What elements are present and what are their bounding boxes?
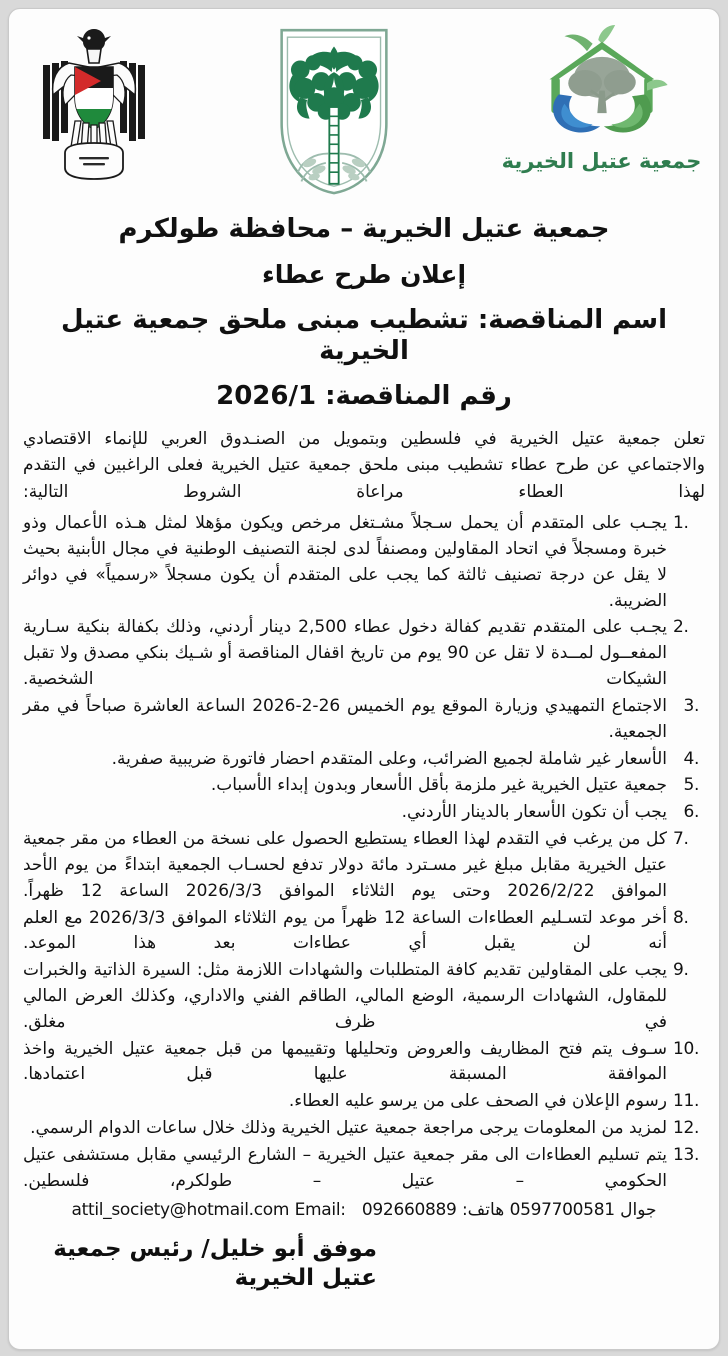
condition-item: يجب أن تكون الأسعار بالدينار الأردني. (401, 802, 667, 823)
phone-value: 092660889 (361, 1199, 457, 1220)
palestine-emblem-logo (35, 23, 153, 188)
mobile-label: جوال (620, 1199, 657, 1220)
heading-announcement: إعلان طرح عطاء (261, 259, 467, 289)
intro-paragraph: تعلن جمعية عتيل الخيرية في فلسطين وبتمويل من الصنـدوق العربي للإنماء الاقتصادي والاجتماعي عن طرح عطاء تشطيب مبنى ملحق جمعية عتيل الخيرية فعلى الراغبين في التقدم لهذا العطاء مراعاة الشروط التالية: (23, 429, 705, 502)
heading-tender-name: اسم المناقصة: تشطيب مبنى ملحق جمعية عتيل الخيرية (60, 304, 668, 366)
condition-item: يجـب على المتقدم أن يحمل سـجلاً مشـتغل مرخص ويكون مؤهلا لمثل هـذه الأعمال وذو خبرة ومسجلاً في اتحاد المقاولين ومصنفاً لدى لجنة التصنيف الوطنية في مجال الأبنية بحيث لا يقل عن درجة تصنيف ثالثة كما يجب على المتقدم أن يكون مسجلاً «رسمياً» في دوائر الضريبة. (23, 513, 667, 611)
heading-block (21, 213, 707, 412)
announcement-card (8, 8, 720, 1350)
page-title-organization: جمعية عتيل الخيرية – محافظة طولكرم (118, 214, 610, 244)
condition-item: كل من يرغب في التقدم لهذا العطاء يستطيع الحصول على نسخة من العطاء من مقر جمعية عتيل الخيرية مقابل مبلغ غير مسـترد مائة دولار تدفع لحسـاب الجمعية ابتداءً من يوم الأحد الموافق 2026/2/22 وحتى يوم الثلاثاء الموافق 2026/3/3 الساعة 12 ظهراً. (23, 829, 667, 901)
phone-label: هاتف: (461, 1199, 505, 1220)
condition-item: يجـب على المتقدم تقديم كفالة دخول عطاء 2,500 دينار أردني، وذلك بكفالة بنكية سـارية المفعــول لمــدة لا تقل عن 90 يوم من تاريخ اقفال المناقصة أو شـيك بنكي مصدق ولا تقبل الشيكات الشخصية. (23, 617, 668, 690)
arab-fund-logo (259, 23, 409, 198)
condition-item: يتم تسليم العطاءات الى مقر جمعية عتيل الخيرية – الشارع الرئيسي مقابل مستشفى عتيل الحكومي – عتيل – طولكرم، فلسطين. (23, 1144, 667, 1191)
condition-item: الاجتماع التمهيدي وزيارة الموقع يوم الخميس 26-2-2026 الساعة العاشرة صباحاً في مقر الجمعية. (23, 695, 668, 742)
mobile-value: 0597700581 (509, 1199, 615, 1220)
heading-tender-number: رقم المناقصة: 2026/1 (216, 380, 512, 411)
email-label: Email: (294, 1199, 346, 1220)
condition-item: رسوم الإعلان في الصحف على من يرسو عليه العطاء. (288, 1091, 667, 1112)
arab-fund-logo-icon (270, 23, 398, 198)
attil-society-logo-caption: جمعية عتيل الخيرية (501, 149, 702, 173)
condition-item: الأسعار غير شاملة لجميع الضرائب، وعلى المتقدم احضار فاتورة ضريبية صفرية. (111, 748, 667, 769)
condition-item: أخر موعد لتسـليم العطاءات الساعة 12 ظهراً من يوم الثلاثاء الموافق 2026/3/3 مع العلم أنه لن يقبل أي عطاءات بعد هذا الموعد. (23, 907, 667, 954)
palestine-eagle-icon (39, 23, 149, 188)
condition-item: يجب على المقاولين تقديم كافة المتطلبات والشهادات اللازمة مثل: السيرة الذاتية والخبرات للمقاول، الشهادات الرسمية، الوضع المالي، الطاقم الفني والاداري، وكذلك العرض المالي في ظرف مغلق. (23, 960, 667, 1032)
logo-bar (21, 19, 707, 207)
condition-item: جمعية عتيل الخيرية غير ملزمة بأقل الأسعار وبدون إبداء الأسباب. (210, 775, 667, 796)
attil-society-logo (501, 23, 702, 173)
attil-society-logo-icon (527, 23, 677, 147)
contact-line (21, 1198, 707, 1224)
condition-item: سـوف يتم فتح المظاريف والعروض وتحليلها وتقييمها من قبل جمعية عتيل الخيرية واخذ الموافقة المسبقة عليها قبل اعتمادها. (23, 1038, 667, 1085)
conditions-list (23, 511, 701, 1195)
email-value[interactable]: attil_society@hotmail.com (71, 1199, 290, 1220)
signature-line: موفق أبو خليل/ رئيس جمعية عتيل الخيرية (53, 1236, 377, 1291)
condition-item: لمزيد من المعلومات يرجى مراجعة جمعية عتيل الخيرية وذلك خلال ساعات الدوام الرسمي. (30, 1118, 667, 1139)
